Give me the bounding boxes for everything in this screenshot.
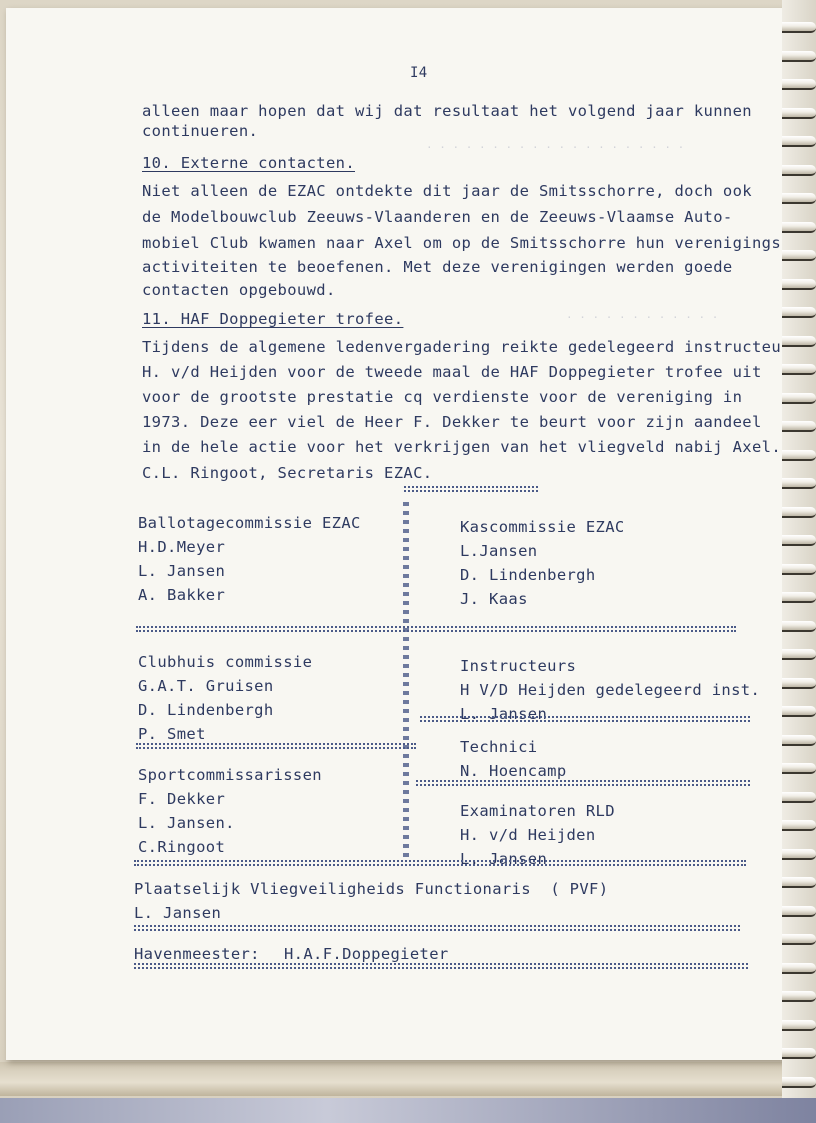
- binding-ring: [782, 792, 816, 803]
- binding-ring: [782, 193, 816, 204]
- binding-ring: [782, 678, 816, 689]
- section-10-heading: 10. Externe contacten.: [142, 154, 355, 172]
- intro-line-2: continueren.: [142, 122, 259, 140]
- pvf-title: Plaatselijk Vliegveiligheids Functionaris ( PVF): [134, 880, 609, 898]
- binding-ring: [782, 279, 816, 290]
- examinatoren-member: H. v/d Heijden: [460, 826, 596, 844]
- instructeurs-title: Instructeurs: [460, 657, 577, 675]
- binding-ring: [782, 79, 816, 90]
- binding-ring: [782, 649, 816, 660]
- kas-member: J. Kaas: [460, 590, 528, 608]
- section-10-line: Niet alleen de EZAC ontdekte dit jaar de Smitsschorre, doch ook: [142, 182, 752, 200]
- binding-ring: [782, 450, 816, 461]
- binding-ring: [782, 1077, 816, 1088]
- signature: C.L. Ringoot, Secretaris EZAC.: [142, 464, 433, 482]
- instructeurs-member: L. Jansen: [460, 705, 548, 723]
- binding-ring: [782, 763, 816, 774]
- spiral-binding: [782, 0, 816, 1098]
- technici-title: Technici: [460, 738, 538, 756]
- ballotage-member: L. Jansen: [138, 562, 226, 580]
- sportcommissarissen-member: F. Dekker: [138, 790, 226, 808]
- kas-title: Kascommissie EZAC: [460, 518, 625, 536]
- clubhuis-member: P. Smet: [138, 725, 206, 743]
- binding-ring: [782, 364, 816, 375]
- binding-ring: [782, 108, 816, 119]
- binding-ring: [782, 991, 816, 1002]
- technici-member: N. Hoencamp: [460, 762, 567, 780]
- section-11-line: H. v/d Heijden voor de tweede maal de HAF Doppegieter trofee uit: [142, 363, 762, 381]
- binding-ring: [782, 735, 816, 746]
- section-11-line: voor de grootste prestatie cq verdienste voor de vereniging in: [142, 388, 743, 406]
- binding-ring: [782, 906, 816, 917]
- binding-ring: [782, 222, 816, 233]
- separator: [404, 486, 538, 492]
- kas-member: L.Jansen: [460, 542, 538, 560]
- sportcommissarissen-title: Sportcommissarissen: [138, 766, 322, 784]
- separator: [136, 743, 416, 749]
- section-10-line: mobiel Club kwamen naar Axel om op de Smitsschorre hun verenigings: [142, 234, 781, 252]
- intro-line-1: alleen maar hopen dat wij dat resultaat het volgend jaar kunnen: [142, 102, 752, 120]
- examinatoren-member: L. Jansen: [460, 850, 548, 868]
- havenmeester-label: Havenmeester:: [134, 945, 260, 963]
- clubhuis-member: G.A.T. Gruisen: [138, 677, 274, 695]
- binding-ring: [782, 592, 816, 603]
- page-number: I4: [410, 65, 428, 81]
- separator: [416, 780, 750, 786]
- kas-member: D. Lindenbergh: [460, 566, 596, 584]
- binding-ring: [782, 336, 816, 347]
- section-10-line: contacten opgebouwd.: [142, 281, 336, 299]
- column-divider: [403, 502, 409, 860]
- binding-ring: [782, 165, 816, 176]
- clubhuis-title: Clubhuis commissie: [138, 653, 313, 671]
- binding-ring: [782, 507, 816, 518]
- binding-ring: [782, 478, 816, 489]
- scan-bottom-edge: [0, 1098, 816, 1123]
- binding-ring: [782, 22, 816, 33]
- ballotage-member: A. Bakker: [138, 586, 226, 604]
- binding-ring: [782, 393, 816, 404]
- binding-ring: [782, 934, 816, 945]
- binding-ring: [782, 1020, 816, 1031]
- binding-ring: [782, 535, 816, 546]
- section-10-line: de Modelbouwclub Zeeuws-Vlaanderen en de Zeeuws-Vlaamse Auto-: [142, 208, 733, 226]
- sportcommissarissen-member: C.Ringoot: [138, 838, 226, 856]
- clubhuis-member: D. Lindenbergh: [138, 701, 274, 719]
- binding-ring: [782, 250, 816, 261]
- binding-ring: [782, 136, 816, 147]
- separator: [420, 716, 750, 722]
- section-11-line: in de hele actie voor het verkrijgen van het vliegveld nabij Axel.: [142, 438, 781, 456]
- binding-ring: [782, 1048, 816, 1059]
- separator: [136, 626, 736, 632]
- ballotage-title: Ballotagecommissie EZAC: [138, 514, 361, 532]
- separator: [134, 860, 746, 866]
- page-stack-edge: [0, 1062, 800, 1096]
- sportcommissarissen-member: L. Jansen.: [138, 814, 235, 832]
- binding-ring: [782, 51, 816, 62]
- instructeurs-member: H V/D Heijden gedelegeerd inst.: [460, 681, 761, 699]
- ballotage-member: H.D.Meyer: [138, 538, 226, 556]
- examinatoren-title: Examinatoren RLD: [460, 802, 615, 820]
- binding-ring: [782, 963, 816, 974]
- binding-ring: [782, 621, 816, 632]
- binding-ring: [782, 820, 816, 831]
- binding-ring: [782, 706, 816, 717]
- binding-ring: [782, 564, 816, 575]
- separator: [134, 925, 740, 931]
- section-11-heading: 11. HAF Doppegieter trofee.: [142, 310, 404, 328]
- section-10-line: activiteiten te beoefenen. Met deze verenigingen werden goede: [142, 258, 733, 276]
- binding-ring: [782, 421, 816, 432]
- section-11-line: 1973. Deze eer viel de Heer F. Dekker te beurt voor zijn aandeel: [142, 413, 762, 431]
- havenmeester-name: H.A.F.Doppegieter: [284, 945, 449, 963]
- bleed-through-text: . . . . . . . . . . . . . . . . . . . .: [426, 138, 685, 151]
- section-11-line: Tijdens de algemene ledenvergadering reikte gedelegeerd instructeu: [142, 338, 781, 356]
- bleed-through-text: . . . . . . . . . . . .: [566, 308, 719, 321]
- document-page: [6, 8, 786, 1060]
- separator: [134, 963, 748, 969]
- binding-ring: [782, 877, 816, 888]
- binding-ring: [782, 849, 816, 860]
- pvf-member: L. Jansen: [134, 904, 222, 922]
- binding-ring: [782, 307, 816, 318]
